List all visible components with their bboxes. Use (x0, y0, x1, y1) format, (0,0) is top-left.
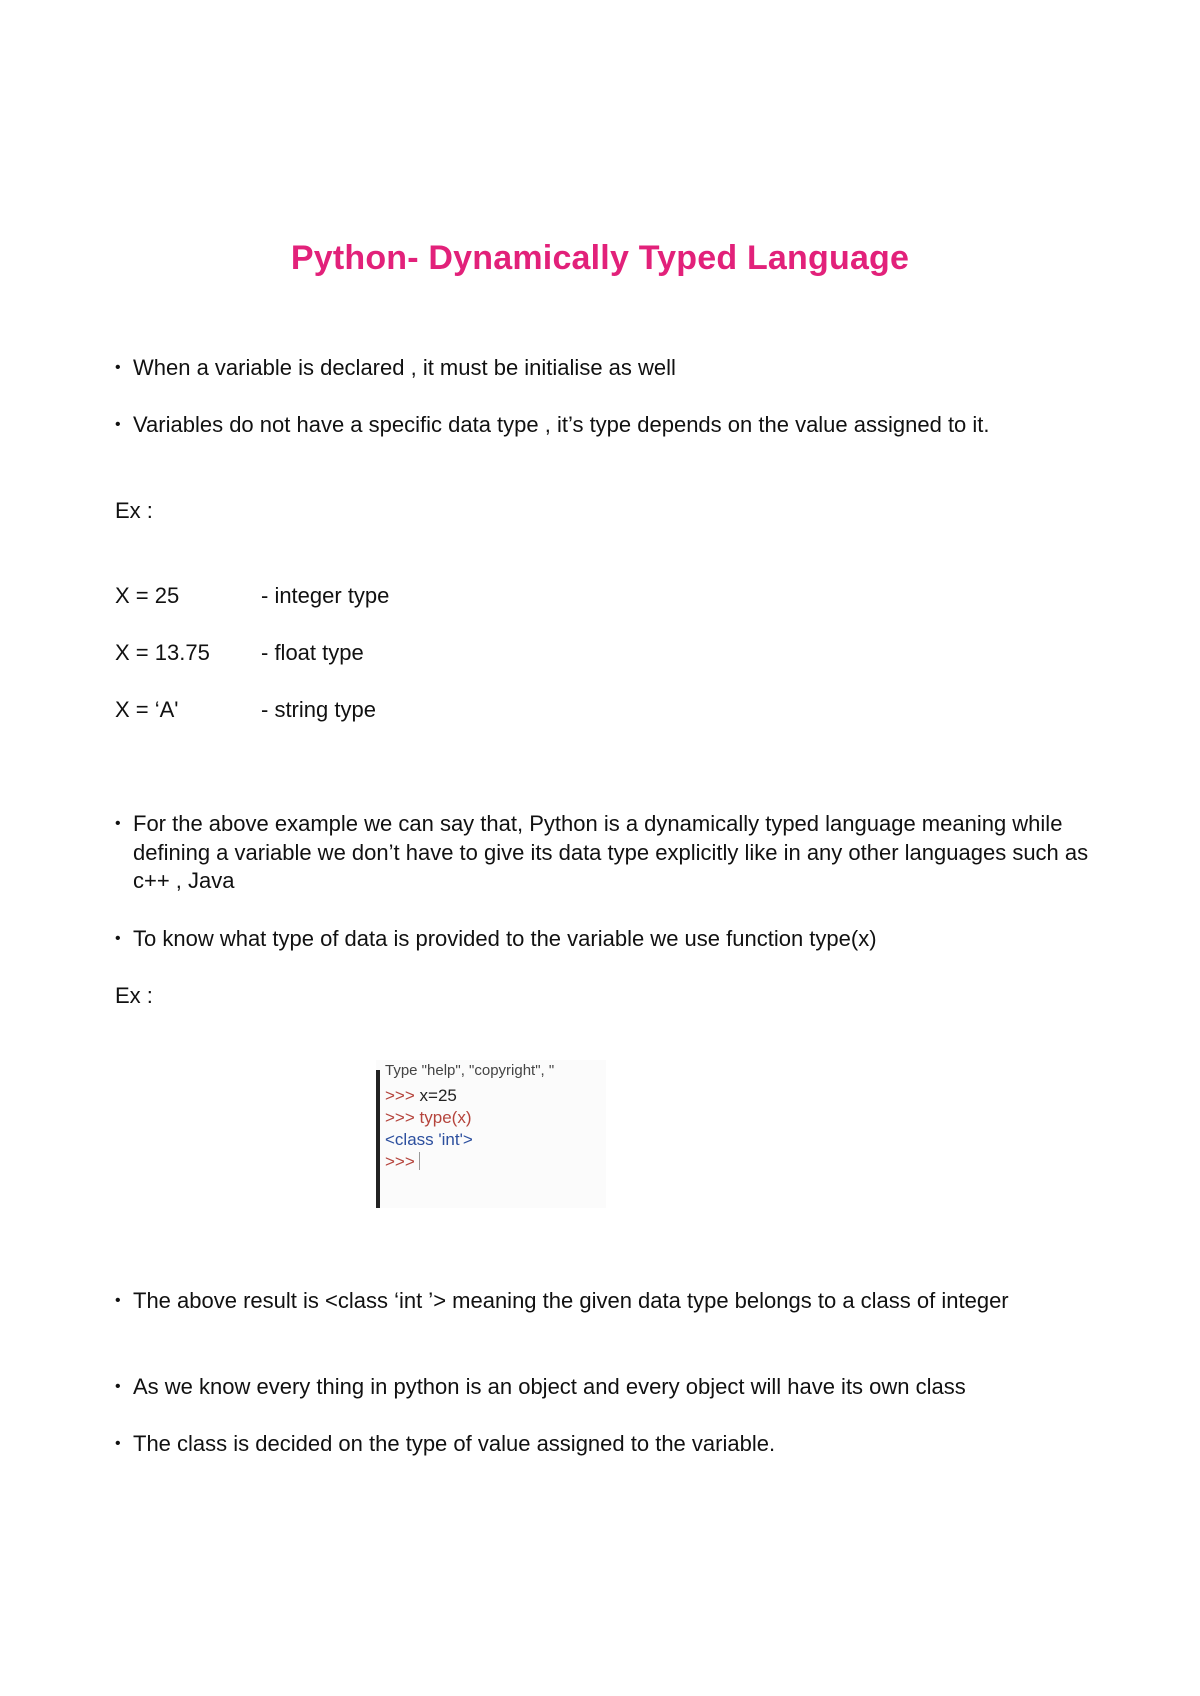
console-header: Type "help", "copyright", " (385, 1062, 555, 1079)
bullet-dot-icon: • (115, 1435, 121, 1452)
text-cursor-icon (419, 1152, 420, 1170)
console-prompt: >>> (385, 1152, 415, 1171)
bullet-item (115, 411, 1105, 440)
console-line (385, 1107, 472, 1129)
console-line (385, 1085, 457, 1107)
console-code: type(x) (419, 1108, 472, 1127)
bullet-dot-icon: • (115, 1378, 121, 1395)
bullet-dot-icon: • (115, 1292, 121, 1309)
example-label: Ex : (115, 983, 153, 1008)
bullet-text: Variables do not have a specific data type , it’s type depends on the value assigned to it. (133, 412, 990, 437)
console-border (376, 1070, 380, 1208)
bullet-dot-icon: • (115, 815, 121, 832)
example-code: X = ‘A' (115, 697, 179, 722)
page-title: Python- Dynamically Typed Language (290, 239, 910, 277)
bullet-text: As we know every thing in python is an object and every object will have its own class (133, 1374, 966, 1399)
bullet-text: When a variable is declared , it must be initialise as well (133, 355, 676, 380)
console-line[interactable] (385, 1151, 420, 1173)
console-output-text: <class 'int'> (385, 1130, 473, 1149)
bullet-dot-icon: • (115, 359, 121, 376)
console-prompt: >>> (385, 1086, 415, 1105)
bullet-item (115, 925, 1105, 954)
bullet-item (115, 1287, 1105, 1316)
bullet-item (115, 1430, 1105, 1459)
bullet-dot-icon: • (115, 930, 121, 947)
example-desc: - integer type (261, 583, 390, 608)
console-output (385, 1129, 473, 1151)
example-desc: - float type (261, 640, 364, 665)
example-code: X = 13.75 (115, 640, 210, 665)
example-code: X = 25 (115, 583, 180, 608)
console-code: x=25 (419, 1086, 457, 1105)
bullet-dot-icon: • (115, 416, 121, 433)
bullet-text: For the above example we can say that, Python is a dynamically typed language meaning while defining a variable we don’t have to give its data type explicitly like in any other languages such as c++ , Java (133, 811, 1089, 893)
bullet-item (115, 354, 1105, 383)
example-label: Ex : (115, 498, 153, 523)
bullet-text: The class is decided on the type of value assigned to the variable. (133, 1431, 776, 1456)
bullet-item (115, 810, 1105, 896)
example-desc: - string type (261, 697, 376, 722)
bullet-text: To know what type of data is provided to the variable we use function type(x) (133, 926, 877, 951)
python-console-screenshot (376, 1060, 606, 1208)
bullet-text: The above result is <class ‘int ’> meaning the given data type belongs to a class of integer (133, 1288, 1009, 1313)
bullet-item (115, 1373, 1105, 1402)
console-prompt: >>> (385, 1108, 415, 1127)
